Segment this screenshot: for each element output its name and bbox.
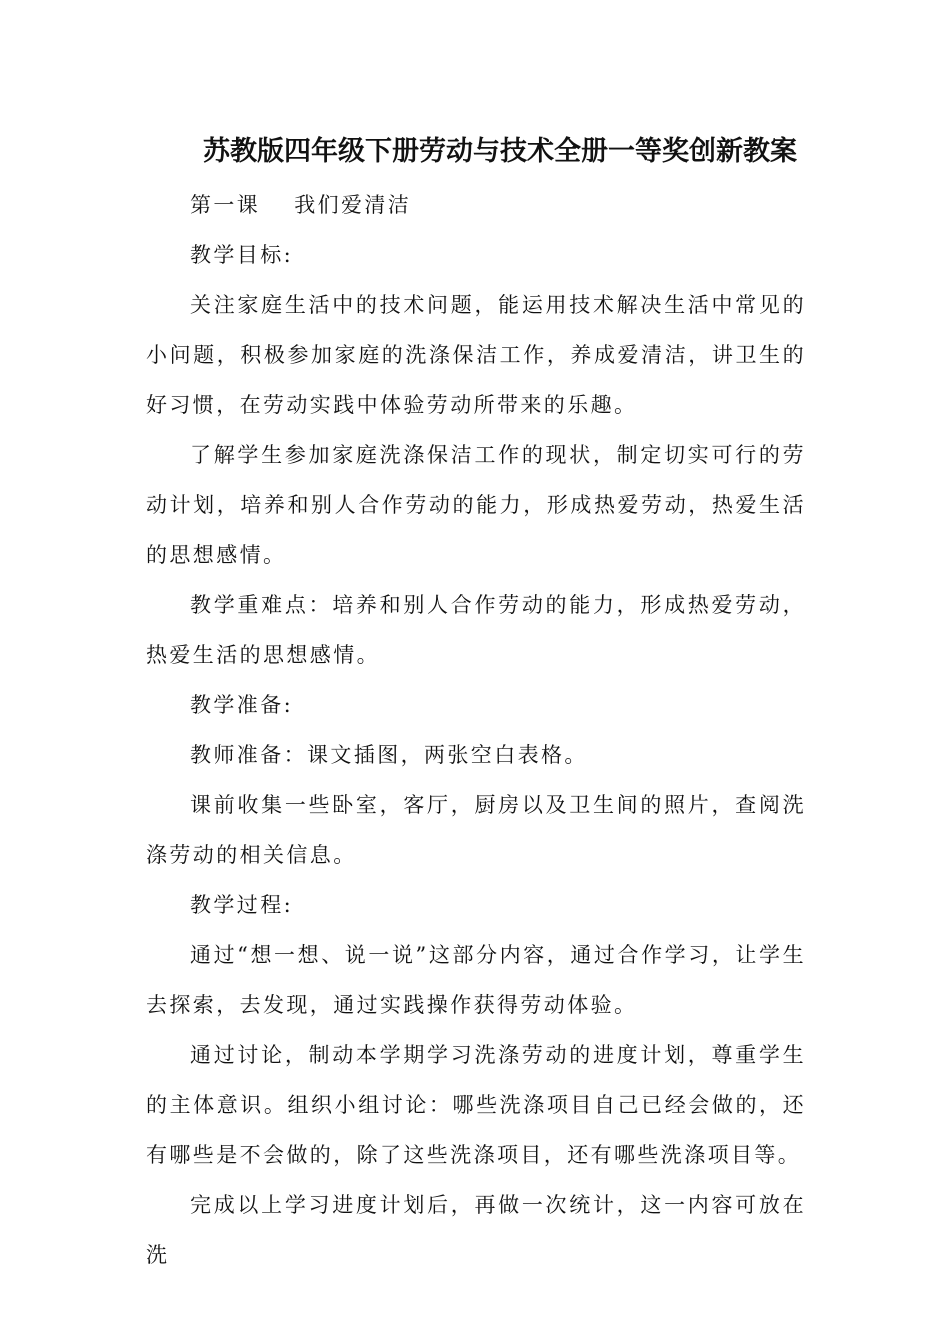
lesson-name: 我们爱清洁 [294, 193, 412, 217]
paragraph-goal-1: 关注家庭生活中的技术问题，能运用技术解决生活中常见的小问题，积极参加家庭的洗涤保洁工作，养成爱清洁，讲卫生的好习惯，在劳动实践中体验劳动所带来的乐趣。 [146, 293, 806, 417]
paragraph-preparation-heading: 教学准备: [190, 693, 294, 717]
paragraph-process-1: 通过“想一想、说一说”这部分内容，通过合作学习，让学生去探索，去发现，通过实践操作获得劳动体验。 [146, 943, 806, 1017]
document-body [146, 180, 806, 1280]
paragraph-process-heading: 教学过程: [190, 893, 294, 917]
lesson-heading [146, 180, 806, 230]
paragraph-goal-2: 了解学生参加家庭洗涤保洁工作的现状，制定切实可行的劳动计划，培养和别人合作劳动的能力，形成热爱劳动，热爱生活的思想感情。 [146, 443, 806, 567]
paragraph-key-points: 教学重难点：培养和别人合作劳动的能力，形成热爱劳动，热爱生活的思想感情。 [146, 593, 806, 667]
paragraph-teaching-goals-heading: 教学目标: [190, 243, 294, 267]
paragraph-process-2: 通过讨论，制动本学期学习洗涤劳动的进度计划，尊重学生的主体意识。组织小组讨论：哪些洗涤项目自己已经会做的，还有哪些是不会做的，除了这些洗涤项目，还有哪些洗涤项目等。 [146, 1043, 806, 1167]
paragraph-teacher-preparation: 教师准备：课文插图，两张空白表格。 [190, 743, 588, 767]
lesson-number: 第一课 [190, 193, 261, 217]
paragraph-pre-class-collection: 课前收集一些卧室，客厅，厨房以及卫生间的照片，查阅洗涤劳动的相关信息。 [146, 793, 806, 867]
paragraph-process-3: 完成以上学习进度计划后，再做一次统计，这一内容可放在洗 [146, 1193, 806, 1267]
document-title: 苏教版四年级下册劳动与技术全册一等奖创新教案 [203, 136, 797, 167]
